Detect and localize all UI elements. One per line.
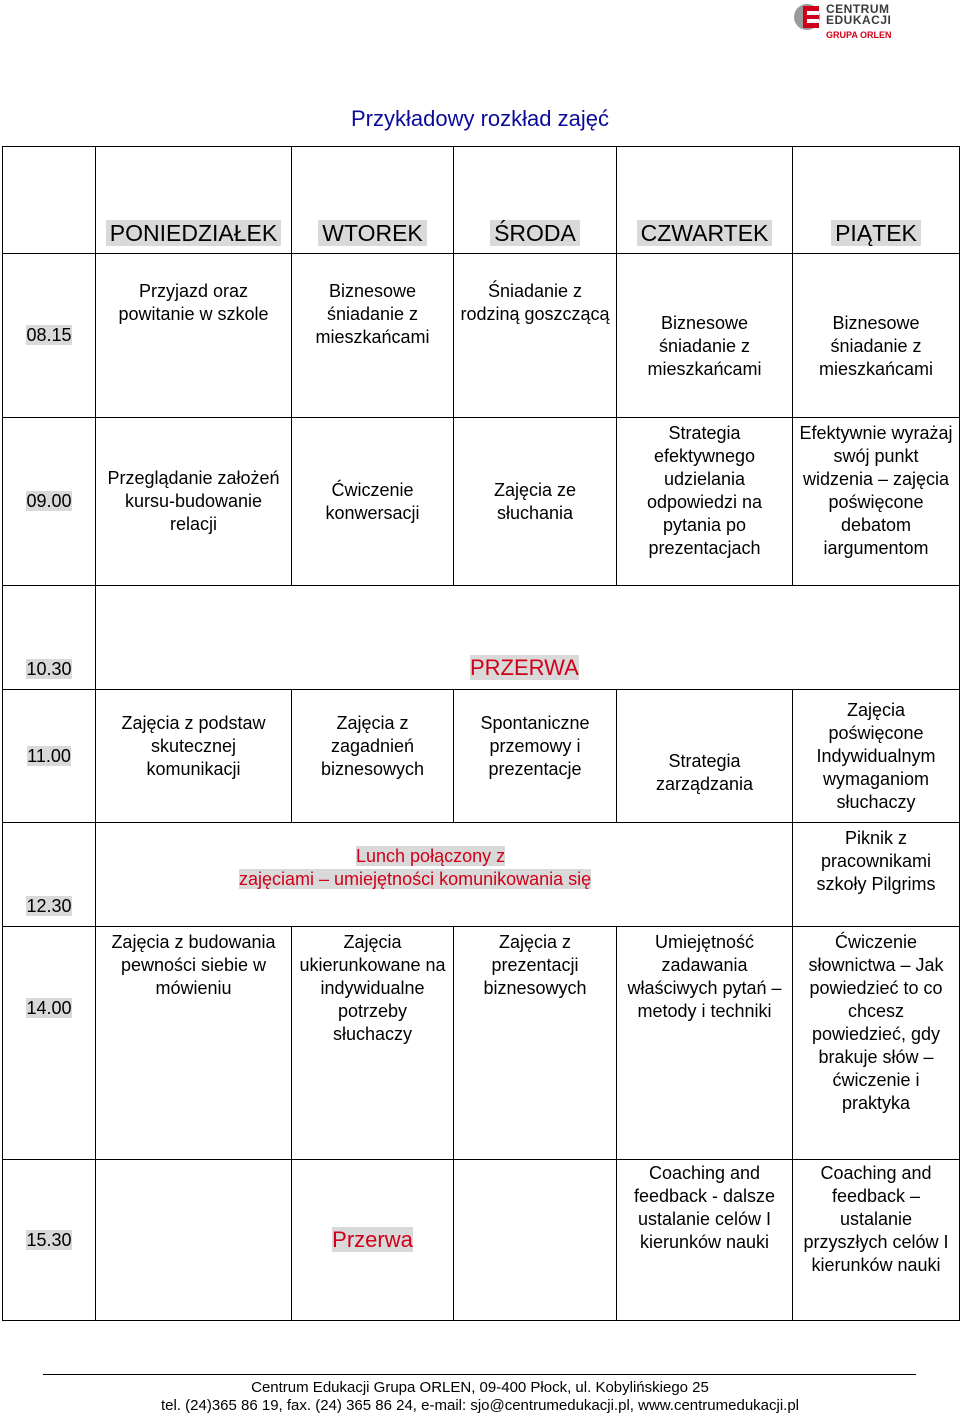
footer-contact: tel. (24)365 86 19, fax. (24) 365 86 24, e-mail: sjo@centrumedukacji.pl, www.centrumedukacji.pl [160,1397,800,1414]
cell-monday [96,690,292,823]
activity-text-line: śniadanie z [830,336,922,356]
activity-text: Zajęcia z prezentacji biznesowych [483,932,587,998]
cell-tuesday [292,418,454,586]
activity-text: Coaching and feedback - dalsze ustalanie celów I kierunków nauki [633,1163,776,1252]
logo-text-centrum: CENTRUM [826,2,890,16]
header-corner-cell [3,147,96,254]
activity-text: Zajęcia poświęcone Indywidualnym wymaganiom słuchaczy [816,699,936,812]
activity-text-line: mieszkańcami [647,359,762,379]
row-1030 [3,586,960,690]
cell-friday [793,254,960,418]
row-1530 [3,1160,960,1321]
activity-text-line: Ćwiczenie [331,479,414,500]
cell-tuesday [292,1160,454,1321]
logo-mark-icon [792,2,822,32]
time-cell [3,418,96,586]
activity-text-line: słuchania [496,502,574,523]
activity-text-line: konwersacji [325,502,420,523]
cell-friday [793,690,960,823]
cell-wednesday [454,254,617,418]
day-header-thursday [617,147,793,254]
activity-text-line: śniadanie z [658,336,751,356]
activity-text: Efektywnie wyrażaj swój punkt widzenia – zajęcia poświęcone debatom iargumentom [799,423,953,558]
time-cell [3,586,96,690]
activity-text: Zajęcia z podstaw skutecznej komunikacji [121,713,266,779]
cell-monday [96,1160,292,1321]
activity-text: Zajęcia z budowania pewności siebie w mówieniu [111,932,276,998]
lunch-text-line-2: zajęciami – umiejętności komunikowania się [239,868,592,889]
activity-text: Coaching and feedback – ustalanie przyszłych celów I kierunków nauki [803,1163,949,1275]
break-label: PRZERWA [470,655,579,680]
day-label: WTOREK [318,220,427,246]
cell-wednesday [454,1160,617,1321]
time-label: 10.30 [26,659,72,679]
logo-text-grupa-orlen: GRUPA ORLEN [826,30,892,40]
cell-tuesday [292,254,454,418]
day-label: CZWARTEK [637,220,773,246]
time-cell [3,690,96,823]
row-1100 [3,690,960,823]
cell-tuesday [292,927,454,1160]
activity-text: Piknik z pracownikami szkoły Pilgrims [816,828,936,894]
time-cell [3,823,96,927]
time-cell [3,254,96,418]
activity-text-line: zarządzania [655,774,754,794]
activity-text: Spontaniczne przemowy i prezentacje [480,713,590,779]
cell-friday [793,927,960,1160]
row-0900 [3,418,960,586]
cell-thursday [617,254,793,418]
cell-friday [793,1160,960,1321]
page-title: Przykładowy rozkład zajęć [351,106,609,131]
break-label: Przerwa [332,1226,413,1252]
activity-text: Umiejętność zadawania właściwych pytań – metody i techniki [627,932,782,1021]
time-label: 11.00 [27,745,71,766]
day-header-wednesday [454,147,617,254]
activity-text: Strategia efektywnego udzielania odpowiedzi na pytania po prezentacjach [646,423,763,558]
activity-text: Biznesowe śniadanie z mieszkańcami [315,281,430,347]
time-cell [3,1160,96,1321]
cell-wednesday [454,927,617,1160]
day-label: PIĄTEK [831,220,921,246]
activity-text: Przeglądanie założeń kursu-budowanie relacji [107,468,280,534]
day-header-monday [96,147,292,254]
row-1230 [3,823,960,927]
row-0815 [3,254,960,418]
lunch-text-line-1: Lunch połączony z [356,845,506,866]
activity-text-line: Strategia [668,751,741,771]
activity-text: Ćwiczenie słownictwa – Jak powiedzieć to co chcesz powiedzieć, gdy brakuje słów – ćwiczenie i praktyka [808,932,944,1113]
centrum-edukacji-logo [792,2,902,46]
footer-divider [43,1374,916,1375]
row-1400 [3,927,960,1160]
day-header-tuesday [292,147,454,254]
time-label: 08.15 [26,325,72,345]
cell-friday [793,823,960,927]
cell-monday [96,254,292,418]
logo-text-edukacji: EDUKACJI [826,13,892,27]
activity-text-line: Biznesowe [832,313,920,333]
cell-monday [96,927,292,1160]
schedule-table [2,146,960,1321]
footer-address: Centrum Edukacji Grupa ORLEN, 09-400 Płock, ul. Kobylińskiego 25 [251,1379,709,1396]
activity-text-line: Biznesowe [660,313,749,333]
activity-text: Zajęcia ukierunkowane na indywidualne potrzeby słuchaczy [299,932,446,1044]
activity-text-line: Zajęcia ze [493,479,577,500]
cell-thursday [617,690,793,823]
activity-text-line: mieszkańcami [818,359,934,379]
time-label: 09.00 [26,491,72,511]
cell-wednesday [454,690,617,823]
time-label: 12.30 [26,896,72,916]
cell-thursday [617,418,793,586]
cell-wednesday [454,418,617,586]
time-cell [3,927,96,1160]
cell-thursday [617,1160,793,1321]
day-header-friday [793,147,960,254]
activity-text: Śniadanie z rodziną goszczącą [460,281,610,324]
activity-text: Przyjazd oraz powitanie w szkole [118,281,269,324]
cell-tuesday [292,690,454,823]
lunch-cell [96,823,793,927]
cell-monday [96,418,292,586]
activity-text: Zajęcia z zagadnień biznesowych [320,713,425,779]
day-label: PONIEDZIAŁEK [106,220,281,246]
time-label: 15.30 [26,1229,72,1250]
header-row [3,147,960,254]
cell-thursday [617,927,793,1160]
cell-friday [793,418,960,586]
break-cell [96,586,960,690]
time-label: 14.00 [26,998,72,1018]
day-label: ŚRODA [490,220,580,246]
